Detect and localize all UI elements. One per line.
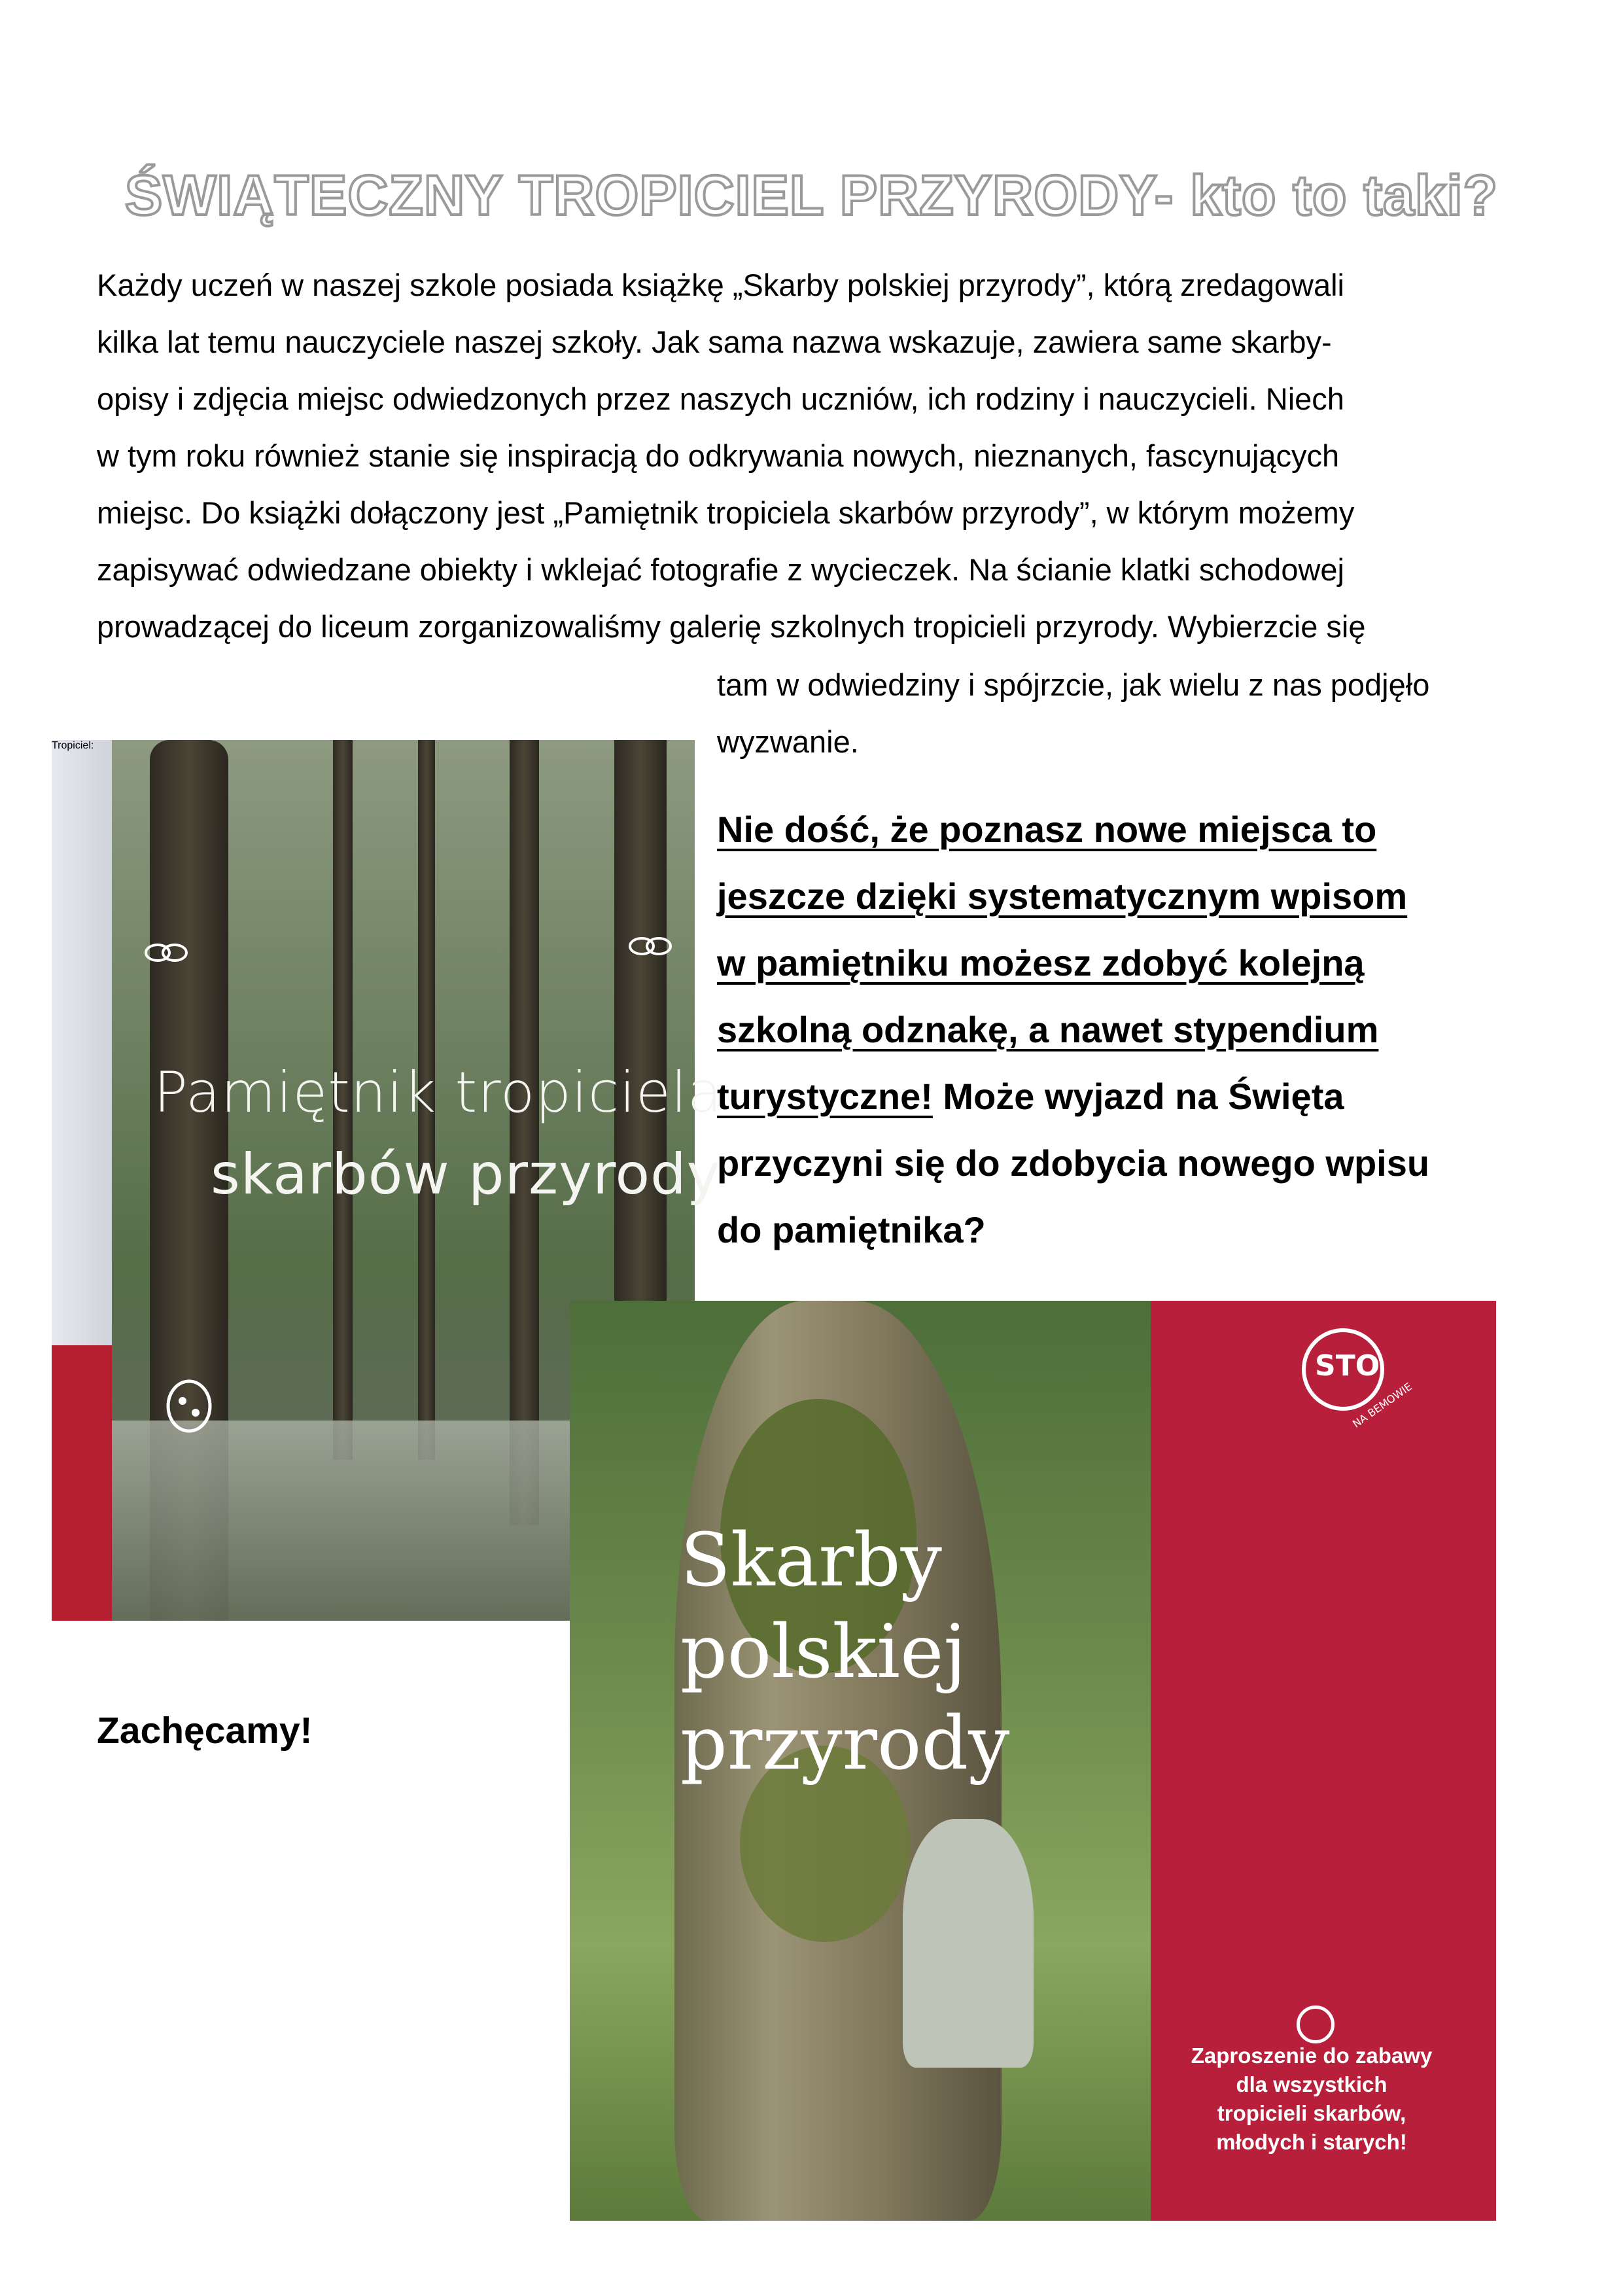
callout-line bbox=[717, 1063, 1429, 1130]
paragraph-line: miejsc. Do książki dołączony jest „Pamiętnik tropiciela skarbów przyrody”, w którym możemy bbox=[97, 495, 1355, 530]
diary-cover-subtitle: skarbów przyrody bbox=[211, 1142, 721, 1207]
intro-paragraph-continuation bbox=[717, 656, 1429, 770]
spine-label: Tropiciel: bbox=[52, 740, 94, 751]
callout-line: szkolną odznakę, a nawet stypendium bbox=[717, 1009, 1379, 1050]
paragraph-line: w tym roku również stanie się inspiracją do odkrywania nowych, nieznanych, fascynujących bbox=[97, 438, 1340, 473]
invitation-line: Zaproszenie do zabawy bbox=[1191, 2043, 1433, 2068]
compass-icon bbox=[1297, 2005, 1335, 2043]
tree-trunk bbox=[510, 740, 539, 1525]
book-title-line: przyrody bbox=[680, 1701, 1010, 1786]
callout-line: Nie dość, że poznasz nowe miejsca to bbox=[717, 809, 1377, 850]
paragraph-line: zapisywać odwiedzane obiekty i wklejać fotografie z wycieczek. Na ścianie klatki schodowej bbox=[97, 552, 1344, 587]
paragraph-line: prowadzącej do liceum zorganizowaliśmy galerię szkolnych tropicieli przyrody. Wybierzcie się bbox=[97, 609, 1366, 644]
page-title: ŚWIĄTECZNY TROPICIEL PRZYRODY- kto to taki? bbox=[124, 164, 1499, 227]
callout-underlined-word: turystyczne! bbox=[717, 1076, 933, 1117]
callout-line: jeszcze dzięki systematycznym wpisom bbox=[717, 875, 1408, 917]
paragraph-line: opisy i zdjęcia miejsc odwiedzonych przez naszych uczniów, ich rodziny i nauczycieli. Niech bbox=[97, 381, 1344, 416]
invitation-line: młodych i starych! bbox=[1216, 2130, 1407, 2154]
sto-logo-text: STO bbox=[1315, 1349, 1380, 1383]
spine-label-holder bbox=[52, 740, 112, 1621]
closing-text: Zachęcamy! bbox=[97, 1710, 313, 1752]
paragraph-line: Każdy uczeń w naszej szkole posiada książkę „Skarby polskiej przyrody”, którą zredagowali bbox=[97, 268, 1344, 302]
invitation-line: tropicieli skarbów, bbox=[1217, 2101, 1406, 2125]
paragraph-line: tam w odwiedziny i spójrzcie, jak wielu z nas podjęło bbox=[717, 667, 1430, 702]
callout-text bbox=[717, 796, 1429, 1263]
callout-line: w pamiętniku możesz zdobyć kolejną bbox=[717, 942, 1365, 983]
callout-line: do pamiętnika? bbox=[717, 1209, 986, 1250]
book-invitation bbox=[1171, 2041, 1452, 2157]
butterfly-icon bbox=[627, 930, 673, 963]
book-title-line: Skarby bbox=[680, 1518, 942, 1603]
callout-line: przyczyni się do zdobycia nowego wpisu bbox=[717, 1142, 1430, 1184]
paragraph-line: kilka lat temu nauczyciele naszej szkoły. Jak sama nazwa wskazuje, zawiera same skarby- bbox=[97, 325, 1332, 359]
person-hugging-tree bbox=[903, 1819, 1034, 2068]
paragraph-line: wyzwanie. bbox=[717, 724, 859, 759]
callout-rest: Może wyjazd na Święta bbox=[932, 1076, 1344, 1117]
invitation-line: dla wszystkich bbox=[1236, 2072, 1387, 2096]
sto-logo-subtext: NA BEMOWIE bbox=[1350, 1380, 1414, 1430]
ladybug-icon bbox=[163, 1375, 215, 1434]
intro-paragraph bbox=[97, 256, 1536, 655]
book-title-line: polskiej bbox=[680, 1610, 967, 1695]
butterfly-icon bbox=[143, 936, 189, 969]
diary-cover-title: Pamiętnik tropiciela bbox=[154, 1060, 723, 1125]
